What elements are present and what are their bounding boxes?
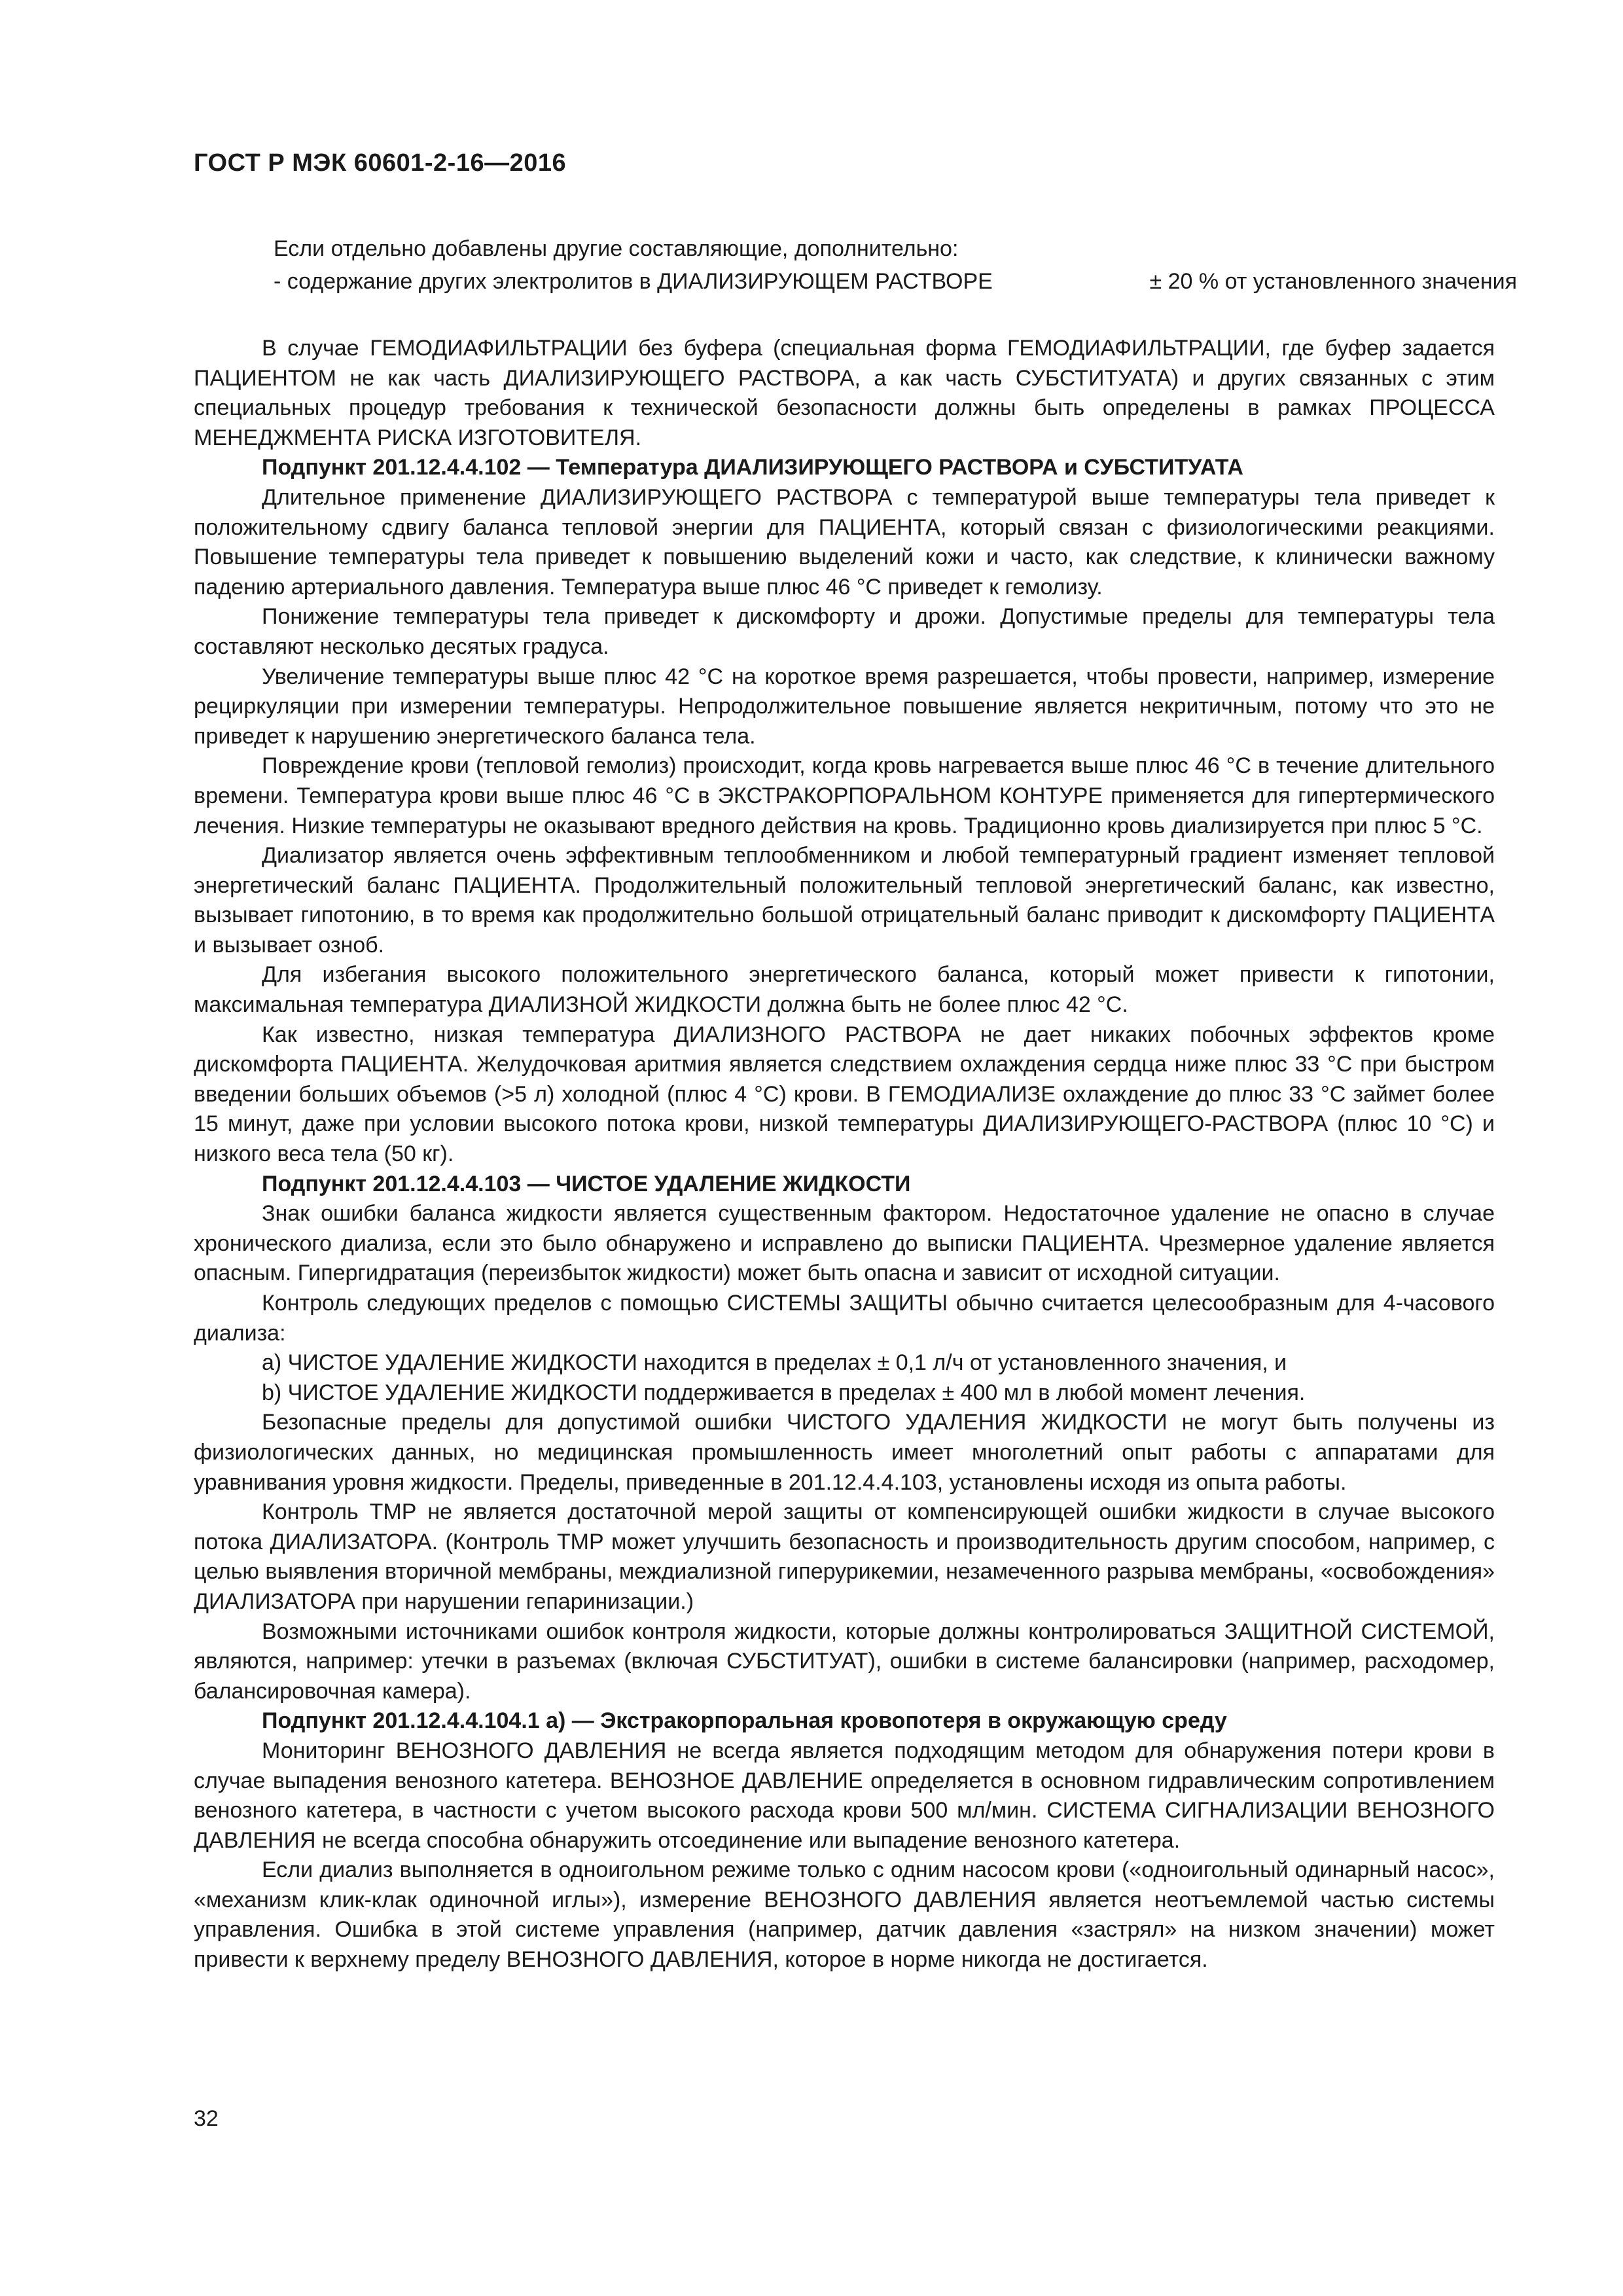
paragraph: Знак ошибки баланса жидкости является существенным фактором. Недостаточное удаление не опасно в случае хронического диализа, если это было обнаружено и исправлено до выписки ПАЦИЕНТА. Чрезмерное удаление является опасным. Гипергидратация (переизбыток жидкости) может быть опасна и зависит от исходной ситуации. (194, 1201, 1495, 1286)
subclause-heading: Подпункт 201.12.4.4.102 — Температура ДИАЛИЗИРУЮЩЕГО РАСТВОРА и СУБСТИТУАТА (262, 455, 1243, 480)
paragraph: Возможными источниками ошибок контроля жидкости, которые должны контролироваться ЗАЩИТНОЙ СИСТЕМОЙ, являются, например: утечки в разъемах (включая СУБСТИТУАТ), ошибки в системе балансировки (например, расходомер, балансировочная камера). (194, 1619, 1495, 1704)
paragraph: Как известно, низкая температура ДИАЛИЗНОГО РАСТВОРА не дает никаких побочных эффектов кроме дискомфорта ПАЦИЕНТА. Желудочковая аритмия является следствием охлаждения сердца ниже плюс 33 °С при быстром введении больших объемов (>5 л) холодной (плюс 4 °С) крови. В ГЕМОДИАЛИЗЕ охлаждение до плюс 33 °С займет более 15 минут, даже при условии высокого потока крови, низкой температуры ДИАЛИЗИРУЮЩЕГО-РАСТВОРА (плюс 10 °С) и низкого веса тела (50 кг). (194, 1022, 1495, 1167)
paragraph: Контроль ТМР не является достаточной мерой защиты от компенсирующей ошибки жидкости в случае высокого потока ДИАЛИЗАТОРА. (Контроль ТМР может улучшить безопасность и производительность другим способом, например, с целью выявления вторичной мембраны, междиализной гиперурикемии, незамеченного разрыва мембраны, «освобождения» ДИАЛИЗАТОРА при нарушении гепаринизации.) (194, 1499, 1495, 1614)
intro-line: Если отдельно добавлены другие составляющие, дополнительно: (274, 236, 959, 261)
subclause-heading: Подпункт 201.12.4.4.104.1 а) — Экстракорпоральная кровопотеря в окружающую среду (262, 1708, 1227, 1734)
list-item: b) ЧИСТОЕ УДАЛЕНИЕ ЖИДКОСТИ поддерживается в пределах ± 400 мл в любой момент лечения. (262, 1380, 1306, 1405)
intro-value: ± 20 % от установленного значения (1149, 269, 1517, 294)
paragraph: Повреждение крови (тепловой гемолиз) происходит, когда кровь нагревается выше плюс 46 °С в течение длительного времени. Температура крови выше плюс 46 °С в ЭКСТРАКОРПОРАЛЬНОМ КОНТУРЕ применяется для гипертермического лечения. Низкие температуры не оказывают вредного действия на кровь. Традиционно кровь диализируется при плюс 5 °С. (194, 753, 1495, 838)
list-item: a) ЧИСТОЕ УДАЛЕНИЕ ЖИДКОСТИ находится в пределах ± 0,1 л/ч от установленного значения, и (262, 1350, 1287, 1376)
page-number: 32 (194, 2106, 219, 2131)
intro-item: - содержание других электролитов в ДИАЛИЗИРУЮЩЕМ РАСТВОРЕ (274, 269, 993, 294)
paragraph: Понижение температуры тела приведет к дискомфорту и дрожи. Допустимые пределы для температуры тела составляют несколько десятых градуса. (194, 604, 1495, 659)
standard-header: ГОСТ Р МЭК 60601-2-16—2016 (194, 149, 567, 177)
body-text (194, 334, 1495, 1975)
paragraph: Диализатор является очень эффективным теплообменником и любой температурный градиент изменяет тепловой энергетический баланс ПАЦИЕНТА. Продолжительный положительный тепловой энергетический баланс, как известно, вызывает гипотонию, в то время как продолжительно большой отрицательный баланс приводит к дискомфорту ПАЦИЕНТА и вызывает озноб. (194, 843, 1495, 958)
paragraph: Увеличение температуры выше плюс 42 °С на короткое время разрешается, чтобы провести, например, измерение рециркуляции при измерении температуры. Непродолжительное повышение является некритичным, потому что это не приведет к нарушению энергетического баланса тела. (194, 664, 1495, 749)
paragraph: Для избегания высокого положительного энергетического баланса, который может привести к гипотонии, максимальная температура ДИАЛИЗНОЙ ЖИДКОСТИ должна быть не более плюс 42 °С. (194, 962, 1495, 1018)
paragraph: Мониторинг ВЕНОЗНОГО ДАВЛЕНИЯ не всегда является подходящим методом для обнаружения потери крови в случае выпадения венозного катетера. ВЕНОЗНОЕ ДАВЛЕНИЕ определяется в основном гидравлическим сопротивлением венозного катетера, в частности с учетом высокого расхода крови 500 мл/мин. СИСТЕМА СИГНАЛИЗАЦИИ ВЕНОЗНОГО ДАВЛЕНИЯ не всегда способна обнаружить отсоединение или выпадение венозного катетера. (194, 1738, 1495, 1853)
subclause-heading: Подпункт 201.12.4.4.103 — ЧИСТОЕ УДАЛЕНИЕ ЖИДКОСТИ (262, 1171, 911, 1196)
paragraph: Контроль следующих пределов с помощью СИСТЕМЫ ЗАЩИТЫ обычно считается целесообразным для 4-часового диализа: (194, 1291, 1495, 1346)
intro-row (274, 265, 1517, 298)
paragraph: Безопасные пределы для допустимой ошибки ЧИСТОГО УДАЛЕНИЯ ЖИДКОСТИ не могут быть получены из физиологических данных, но медицинская промышленность имеет многолетний опыт работы с аппаратами для уравнивания уровня жидкости. Пределы, приведенные в 201.12.4.4.103, установлены исходя из опыта работы. (194, 1410, 1495, 1495)
paragraph: Если диализ выполняется в одноигольном режиме только с одним насосом крови («одноигольный одинарный насос», «механизм клик-клак одиночной иглы»), измерение ВЕНОЗНОГО ДАВЛЕНИЯ является неотъемлемой частью системы управления. Ошибка в этой системе управления (например, датчик давления «застрял» на низком значении) может привести к верхнему пределу ВЕНОЗНОГО ДАВЛЕНИЯ, которое в норме никогда не достигается. (194, 1857, 1495, 1973)
intro-block (274, 232, 1517, 298)
paragraph: Длительное применение ДИАЛИЗИРУЮЩЕГО РАСТВОРА с температурой выше температуры тела приведет к положительному сдвигу баланса тепловой энергии для ПАЦИЕНТА, который связан с физиологическими реакциями. Повышение температуры тела приведет к повышению выделений кожи и часто, как следствие, к клинически важному падению артериального давления. Температура выше плюс 46 °С приведет к гемолизу. (194, 484, 1495, 600)
paragraph: В случае ГЕМОДИАФИЛЬТРАЦИИ без буфера (специальная форма ГЕМОДИАФИЛЬТРАЦИИ, где буфер задается ПАЦИЕНТОМ не как часть ДИАЛИЗИРУЮЩЕГО РАСТВОРА, а как часть СУБСТИТУАТА) и других связанных с этим специальных процедур требования к технической безопасности должны быть определены в рамках ПРОЦЕССА МЕНЕДЖМЕНТА РИСКА ИЗГОТОВИТЕЛЯ. (194, 336, 1495, 450)
